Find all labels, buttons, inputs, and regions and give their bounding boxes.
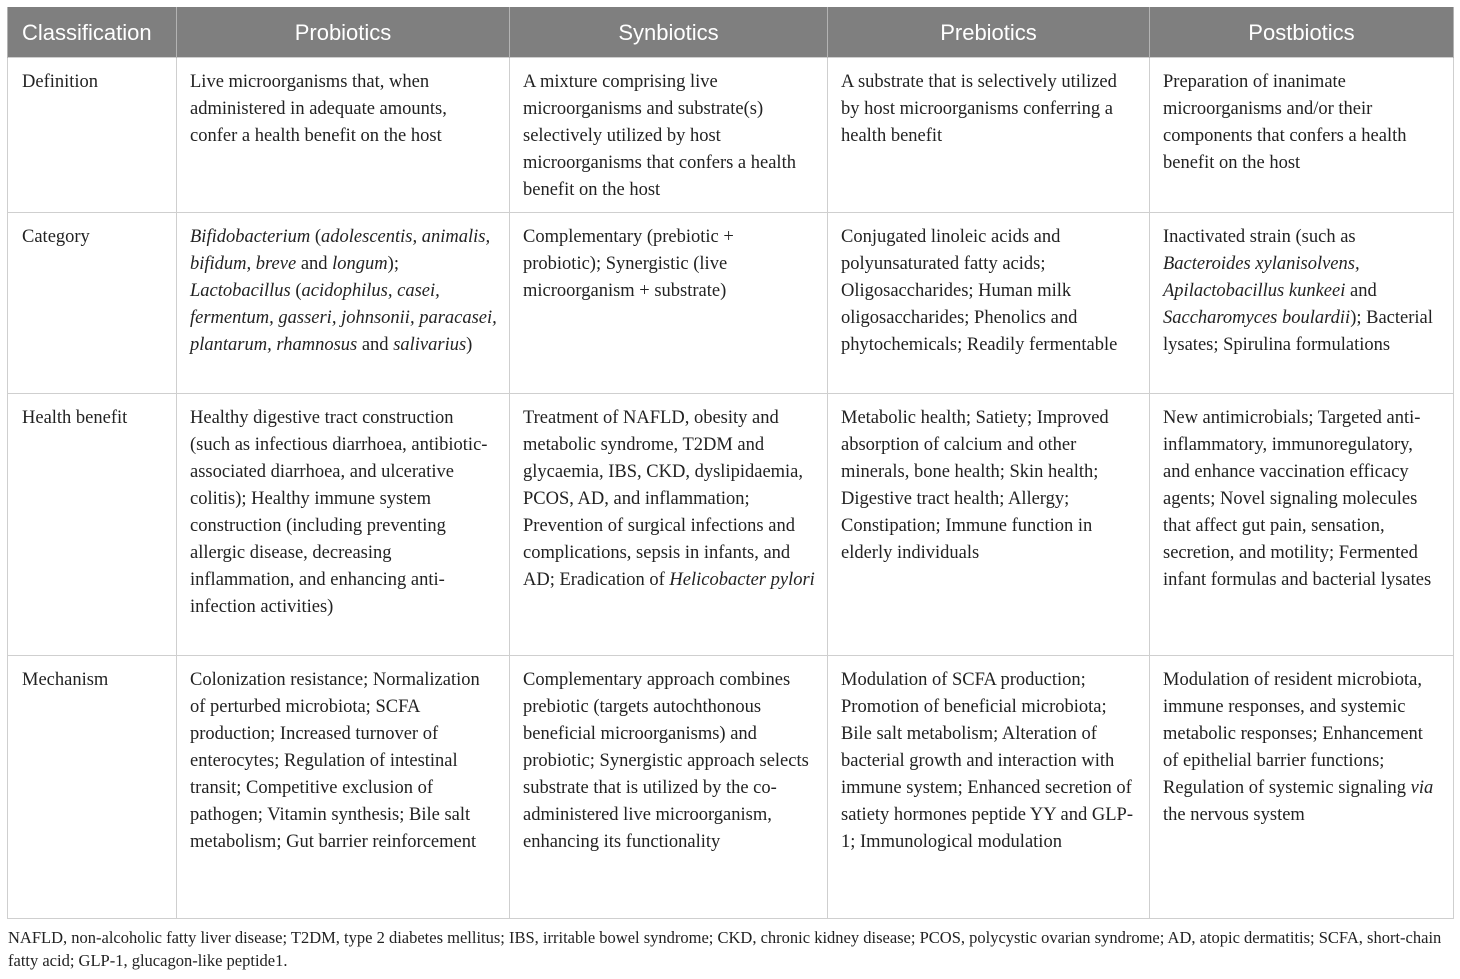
row-label-definition: Definition [8,58,177,213]
text-plain: and [357,335,394,355]
text-italic: Helicobacter pylori [669,570,815,590]
header-probiotics: Probiotics [177,7,510,58]
cell-category-prebiotics: Conjugated linoleic acids and polyunsaturated fatty acids; Oligosaccharides; Human milk oligosaccharides; Phenolics and phytochemicals; Readily fermentable [828,213,1150,394]
text-italic: Bifidobacterium [190,227,311,247]
cell-health-synbiotics [510,394,828,656]
text-plain: ( [290,281,302,301]
text-italic: salivarius [393,335,467,355]
row-label-category: Category [8,213,177,394]
table-row-mechanism [8,656,1454,919]
text-plain: ); Bacterial lysates; Spirulina formulations [1163,308,1433,355]
cell-definition-synbiotics: A mixture comprising live microorganisms and substrate(s) selectively utilized by host microorganisms that confers a health benefit on the host [510,58,828,213]
text-plain: Inactivated strain (such as [1163,227,1356,247]
text-italic: adolescentis, animalis, bifidum, breve [190,227,491,274]
cell-definition-probiotics: Live microorganisms that, when administered in adequate amounts, confer a health benefit on the host [177,58,510,213]
text-plain: Modulation of resident microbiota, immune responses, and systemic metabolic responses; Enhancement of epithelial barrier functions; Regulation of systemic signaling [1163,670,1423,798]
header-classification: Classification [8,7,177,58]
text-plain: the nervous system [1163,805,1305,825]
text-italic: via [1410,778,1434,798]
cell-health-prebiotics: Metabolic health; Satiety; Improved absorption of calcium and other minerals, bone health; Skin health; Digestive tract health; Allergy; Constipation; Immune function in elderly individuals [828,394,1150,656]
cell-mechanism-synbiotics: Complementary approach combines prebiotic (targets autochthonous beneficial microorganisms) and probiotic; Synergistic approach selects substrate that is utilized by the co-administered live microorganism, enhancing its functionality [510,656,828,919]
header-synbiotics: Synbiotics [510,7,828,58]
table-row-category [8,213,1454,394]
text-plain: ( [310,227,322,247]
cell-mechanism-postbiotics [1150,656,1454,919]
text-plain: and [296,254,333,274]
cell-definition-postbiotics: Preparation of inanimate microorganisms and/or their components that confers a health benefit on the host [1150,58,1454,213]
cell-mechanism-prebiotics: Modulation of SCFA production; Promotion of beneficial microbiota; Bile salt metabolism; Alteration of bacterial growth and interaction with immune system; Enhanced secretion of satiety hormones peptide YY and GLP-1; Immunological modulation [828,656,1150,919]
text-plain: ); [387,254,399,274]
table-row-health-benefit [8,394,1454,656]
text-italic: longum [332,254,388,274]
table-row-definition [8,58,1454,213]
classification-table [7,7,1454,919]
cell-health-probiotics: Healthy digestive tract construction (such as infectious diarrhoea, antibiotic-associated diarrhoea, and ulcerative colitis); Healthy immune system construction (including preventing allergic disease, decreasing inflammation, and enhancing anti-infection activities) [177,394,510,656]
cell-category-probiotics [177,213,510,394]
text-plain: and [1345,281,1377,301]
header-prebiotics: Prebiotics [828,7,1150,58]
text-italic: Bacteroides xylanisolvens, Apilactobacillus kunkeei [1163,254,1360,301]
text-plain: ) [466,335,473,355]
header-row [8,7,1454,58]
cell-category-postbiotics [1150,213,1454,394]
cell-mechanism-probiotics: Colonization resistance; Normalization of perturbed microbiota; SCFA production; Increased turnover of enterocytes; Regulation of intestinal transit; Competitive exclusion of pathogen; Vitamin synthesis; Bile salt metabolism; Gut barrier reinforcement [177,656,510,919]
cell-definition-prebiotics: A substrate that is selectively utilized by host microorganisms conferring a health benefit [828,58,1150,213]
table-footnote: NAFLD, non-alcoholic fatty liver disease; T2DM, type 2 diabetes mellitus; IBS, irritable bowel syndrome; CKD, chronic kidney disease; PCOS, polycystic ovarian syndrome; AD, atopic dermatitis; SCFA, short-chain fatty acid; GLP-1, glucagon-like peptide1. [8,928,1442,970]
text-plain: Treatment of NAFLD, obesity and metabolic syndrome, T2DM and glycaemia, IBS, CKD, dyslipidaemia, PCOS, AD, and inflammation; Prevention of surgical infections and complications, sepsis in infants, and AD; Eradication of [523,408,804,590]
header-postbiotics: Postbiotics [1150,7,1454,58]
cell-health-postbiotics: New antimicrobials; Targeted anti-inflammatory, immunoregulatory, and enhance vaccination efficacy agents; Novel signaling molecules that affect gut pain, sensation, secretion, and motility; Fermented infant formulas and bacterial lysates [1150,394,1454,656]
cell-category-synbiotics: Complementary (prebiotic + probiotic); Synergistic (live microorganism + substrate) [510,213,828,394]
text-italic: acidophilus, casei, fermentum, gasseri, johnsonii, paracasei, plantarum, rhamnosus [190,281,497,355]
row-label-health-benefit: Health benefit [8,394,177,656]
text-italic: Saccharomyces boulardii [1163,308,1351,328]
text-italic: Lactobacillus [190,281,291,301]
row-label-mechanism: Mechanism [8,656,177,919]
